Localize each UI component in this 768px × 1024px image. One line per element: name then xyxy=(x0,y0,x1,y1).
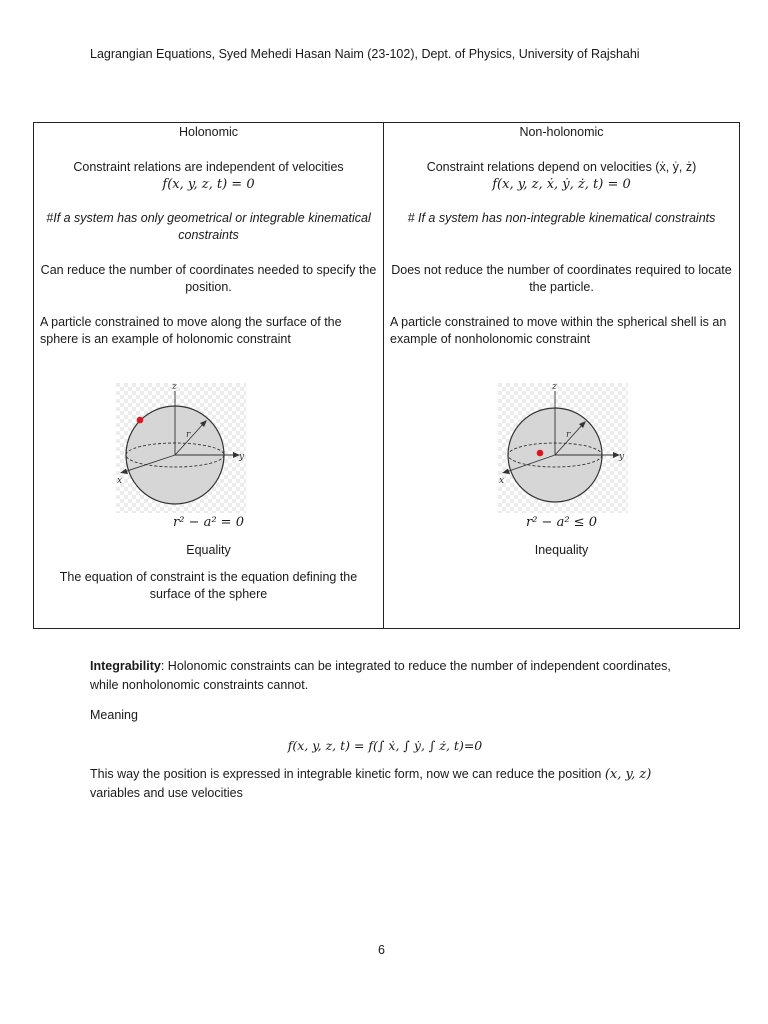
holonomic-figure-equation: r² − a² = 0 xyxy=(173,515,244,530)
nonholonomic-note: # If a system has non-integrable kinematical constraints xyxy=(407,211,716,225)
x-label: x xyxy=(499,476,505,486)
particle-inside-shell xyxy=(537,450,544,457)
particle-on-surface xyxy=(137,417,144,424)
r-label: r xyxy=(566,430,571,440)
nonholonomic-example: A particle constrained to move within the spherical shell is an example of nonholonomic constraint xyxy=(390,315,727,346)
page-number: 6 xyxy=(378,943,385,957)
z-label: z xyxy=(172,383,177,392)
nonholonomic-figure-equation: r² − a² ≤ 0 xyxy=(526,515,597,530)
conclusion-math: (x, y, z) xyxy=(604,767,652,782)
nonholonomic-definition: Constraint relations depend on velocities (ẋ, ẏ, ż) xyxy=(426,160,697,174)
holonomic-equation: f(x, y, z, t) = 0 xyxy=(162,177,255,192)
nonholonomic-reduce-text: Does not reduce the number of coordinates required to locate the particle. xyxy=(391,263,732,294)
y-label: y xyxy=(239,452,245,462)
nonholonomic-title: Non-holonomic xyxy=(519,125,604,139)
nonholonomic-column xyxy=(384,123,739,628)
holonomic-closing: The equation of constraint is the equation defining the surface of the sphere xyxy=(59,570,358,601)
holonomic-sphere-figure xyxy=(116,383,246,513)
nonholonomic-equation: f(x, y, z, ẋ, ẏ, ż, t) = 0 xyxy=(492,177,631,192)
holonomic-example: A particle constrained to move along the surface of the sphere is an example of holonomic constraint xyxy=(40,315,342,346)
r-label: r xyxy=(186,430,191,440)
conclusion-paragraph xyxy=(90,765,690,803)
nonholonomic-sphere-figure xyxy=(498,383,628,513)
page-header: Lagrangian Equations, Syed Mehedi Hasan Naim (23-102), Dept. of Physics, University of Rajshahi xyxy=(90,47,640,61)
integrability-paragraph xyxy=(90,657,690,695)
nonholonomic-figure-label: Inequality xyxy=(534,543,589,557)
holonomic-title: Holonomic xyxy=(178,125,239,139)
integrability-text: : Holonomic constraints can be integrated to reduce the number of independent coordinates, while nonholonomic constraints cannot. xyxy=(90,659,671,692)
meaning-label: Meaning xyxy=(90,708,138,722)
holonomic-column xyxy=(34,123,384,628)
conclusion-text-b: variables and use velocities xyxy=(90,786,243,800)
comparison-table xyxy=(33,122,740,629)
y-label: y xyxy=(619,452,625,462)
z-label: z xyxy=(552,383,557,392)
integrability-equation: f(x, y, z, t) = f(∫ ẋ, ∫ ẏ, ∫ ż, t)=0 xyxy=(287,738,483,753)
holonomic-note: #If a system has only geometrical or integrable kinematical constraints xyxy=(46,211,371,242)
integrability-label: Integrability xyxy=(90,659,161,673)
x-label: x xyxy=(117,476,123,486)
conclusion-text-a: This way the position is expressed in integrable kinetic form, now we can reduce the position xyxy=(90,767,605,781)
holonomic-figure-label: Equality xyxy=(186,543,231,557)
holonomic-reduce-text: Can reduce the number of coordinates needed to specify the position. xyxy=(40,263,377,294)
holonomic-definition: Constraint relations are independent of velocities xyxy=(73,160,344,174)
